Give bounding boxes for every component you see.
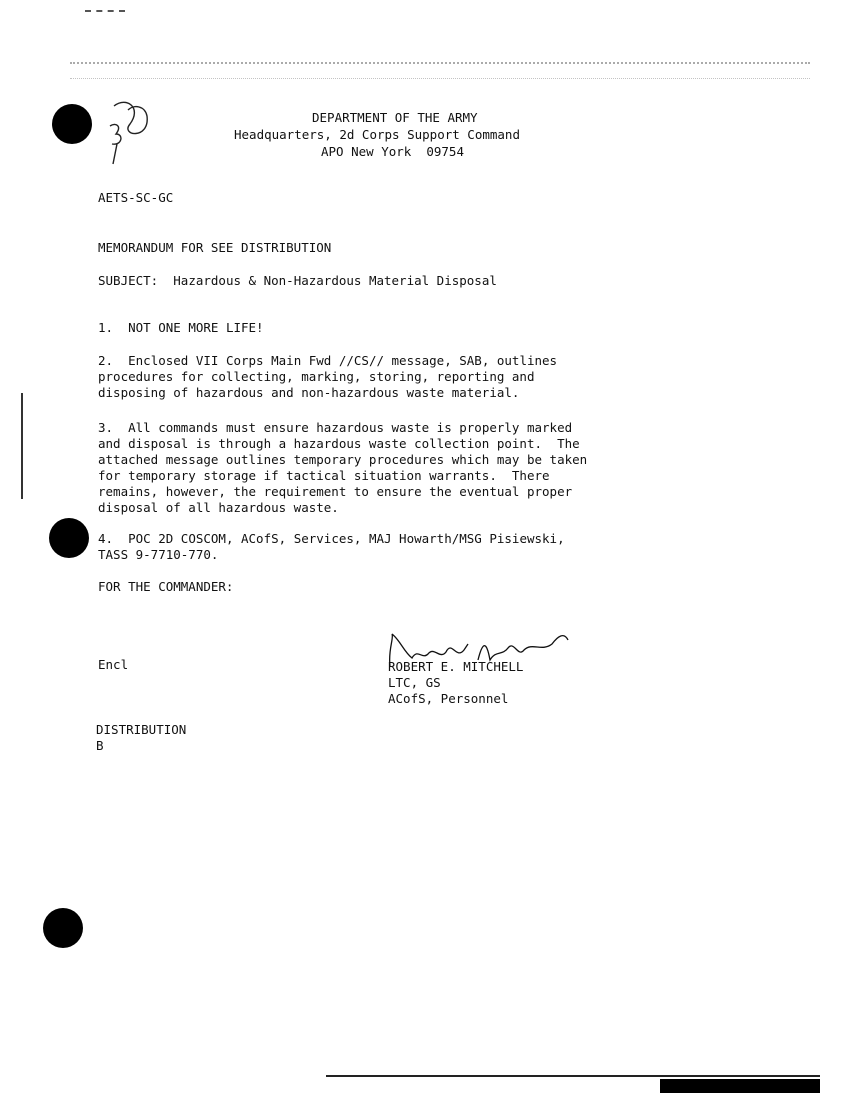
subject-label: SUBJECT:	[98, 273, 159, 288]
paragraph-line: TASS 9-7710-770.	[98, 547, 219, 562]
punch-hole-middle	[49, 518, 89, 558]
paragraph-line: NOT ONE MORE LIFE!	[128, 320, 264, 335]
punch-hole-top	[52, 104, 92, 144]
paragraph-line: disposing of hazardous and non-hazardous waste material.	[98, 385, 520, 400]
paragraph-3	[98, 420, 587, 516]
margin-bar	[21, 393, 23, 499]
signature-block	[388, 659, 523, 707]
paragraph-number: 3.	[98, 420, 114, 435]
subject-line	[98, 273, 497, 288]
paragraph-line: All commands must ensure hazardous waste is properly marked	[128, 420, 573, 435]
office-symbol: AETS-SC-GC	[98, 190, 174, 205]
paragraph-number: 4.	[98, 531, 114, 546]
enclosure: Encl	[98, 657, 129, 672]
paragraph-4	[98, 531, 565, 563]
signer-title: ACofS, Personnel	[388, 691, 509, 706]
paragraph-1	[98, 320, 264, 336]
paragraph-line: disposal of all hazardous waste.	[98, 500, 339, 515]
paragraph-2	[98, 353, 557, 401]
header-line-2: Headquarters, 2d Corps Support Command	[234, 127, 520, 142]
paragraph-line: for temporary storage if tactical situation warrants. There	[98, 468, 550, 483]
signer-rank: LTC, GS	[388, 675, 441, 690]
paragraph-line: and disposal is through a hazardous waste collection point. The	[98, 436, 580, 451]
distribution-label: DISTRIBUTION	[96, 722, 187, 737]
closing: FOR THE COMMANDER:	[98, 579, 234, 594]
paragraph-line: procedures for collecting, marking, storing, reporting and	[98, 369, 535, 384]
scan-edge-bottom	[326, 1075, 820, 1077]
paragraph-line: Enclosed VII Corps Main Fwd //CS// message, SAB, outlines	[128, 353, 558, 368]
subject-text: Hazardous & Non-Hazardous Material Disposal	[173, 273, 497, 288]
header-line-3: APO New York 09754	[321, 144, 464, 159]
handwritten-mark	[92, 96, 162, 166]
header-line-1: DEPARTMENT OF THE ARMY	[312, 110, 478, 125]
signer-name: ROBERT E. MITCHELL	[388, 659, 524, 674]
punch-hole-bottom	[43, 908, 83, 948]
paragraph-line: POC 2D COSCOM, ACofS, Services, MAJ Howarth/MSG Pisiewski,	[128, 531, 565, 546]
paragraph-line: attached message outlines temporary procedures which may be taken	[98, 452, 588, 467]
paragraph-number: 1.	[98, 320, 114, 335]
distribution	[96, 722, 186, 754]
paragraph-line: remains, however, the requirement to ensure the eventual proper	[98, 484, 573, 499]
scan-edge-bottom-thick	[660, 1079, 820, 1093]
paragraph-number: 2.	[98, 353, 114, 368]
scan-artifact-strip	[70, 62, 810, 79]
memo-for: MEMORANDUM FOR SEE DISTRIBUTION	[98, 240, 332, 255]
distribution-value: B	[96, 738, 104, 753]
scan-artifact-top	[85, 10, 125, 14]
